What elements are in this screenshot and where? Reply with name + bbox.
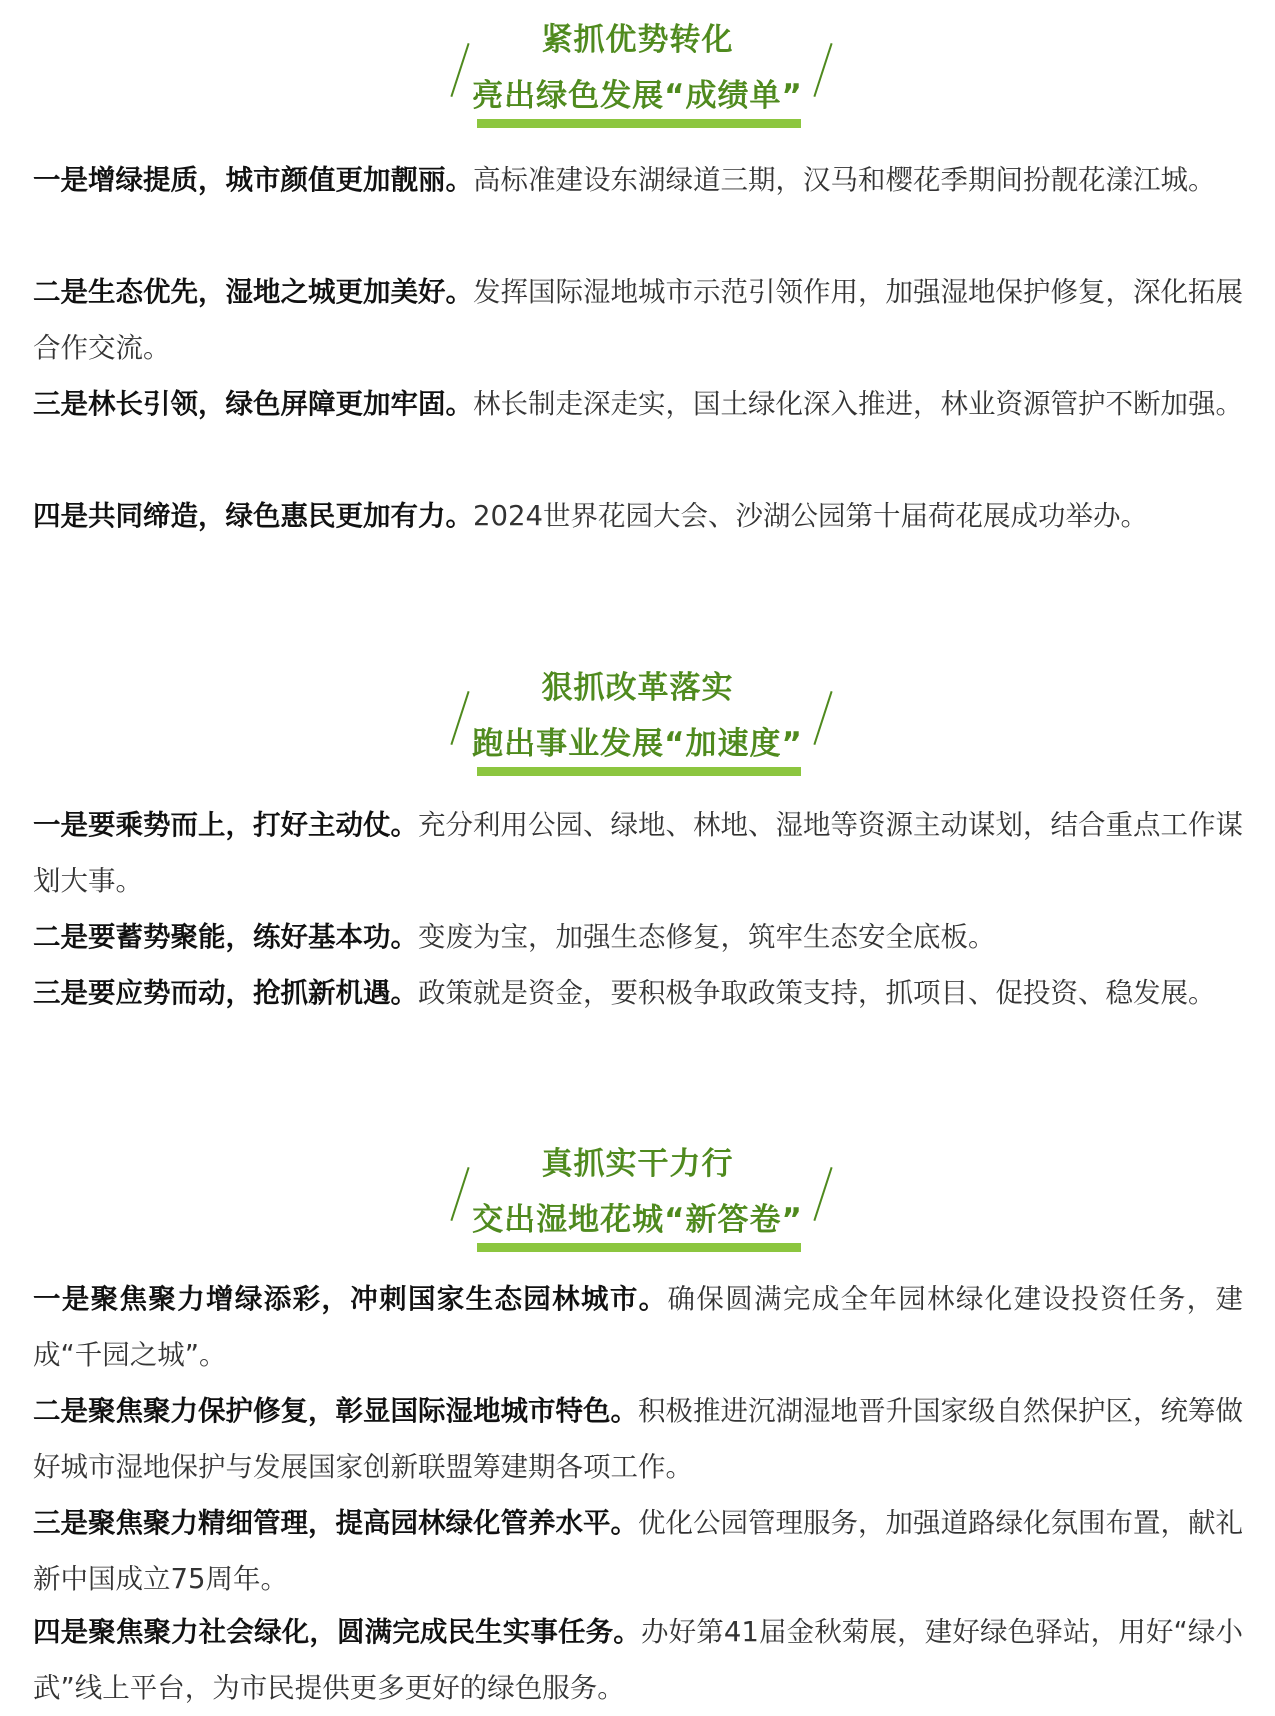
section-title-line1: 真抓实干力行 <box>541 1146 734 1182</box>
paragraph-text: 林长制走深走实，国土绿化深入推进，林业资源管护不断加强。 <box>473 388 1243 420</box>
paragraph-text: 高标准建设东湖绿道三期，汉马和樱花季期间扮靓花漾江城。 <box>473 164 1216 196</box>
heading-underline <box>477 119 801 128</box>
paragraph <box>33 1383 1243 1495</box>
heading-underline <box>477 767 801 776</box>
paragraph <box>33 909 1243 965</box>
paragraph-lead: 二是生态优先，湿地之城更加美好。 <box>33 276 473 308</box>
section-2-heading <box>0 648 1275 778</box>
paragraph-lead: 四是聚焦聚力社会绿化，圆满完成民生实事任务。 <box>33 1616 641 1648</box>
paragraph-lead: 一是聚焦聚力增绿添彩，冲刺国家生态园林城市。 <box>33 1283 668 1315</box>
paragraph <box>33 1271 1243 1383</box>
paragraph-text: 充分利用公园、绿地、林地、湿地等资源主动谋划，结合重点工作谋划大事。 <box>33 809 1243 897</box>
paragraph-lead: 二是聚焦聚力保护修复，彰显国际湿地城市特色。 <box>33 1395 638 1427</box>
paragraph-text: 政策就是资金，要积极争取政策支持，抓项目、促投资、稳发展。 <box>418 977 1216 1009</box>
paragraph-text: 变废为宝，加强生态修复，筑牢生态安全底板。 <box>418 921 996 953</box>
paragraph-text: 积极推进沉湖湿地晋升国家级自然保护区，统筹做好城市湿地保护与发展国家创新联盟筹建期各项工作。 <box>33 1395 1243 1483</box>
section-title-line2: 跑出事业发展“加速度” <box>472 726 803 762</box>
paragraph-lead: 三是林长引领，绿色屏障更加牢固。 <box>33 388 473 420</box>
paragraph-lead: 二是要蓄势聚能，练好基本功。 <box>33 921 418 953</box>
paragraph <box>33 1495 1243 1607</box>
heading-underline <box>477 1243 801 1252</box>
paragraph-text: 办好第41届金秋菊展，建好绿色驿站，用好“绿小武”线上平台，为市民提供更多更好的绿色服务。 <box>33 1616 1243 1704</box>
section-title-line2: 交出湿地花城“新答卷” <box>472 1202 803 1238</box>
section-title-line1: 狠抓改革落实 <box>541 670 734 706</box>
paragraph <box>33 965 1243 1021</box>
paragraph-text: 2024世界花园大会、沙湖公园第十届荷花展成功举办。 <box>473 500 1148 532</box>
paragraph-text: 优化公园管理服务，加强道路绿化氛围布置，献礼新中国成立75周年。 <box>33 1507 1243 1595</box>
section-title-line2: 亮出绿色发展“成绩单” <box>472 78 803 114</box>
paragraph-lead: 一是增绿提质，城市颜值更加靓丽。 <box>33 164 473 196</box>
paragraph <box>33 1604 1243 1716</box>
paragraph <box>33 152 1243 208</box>
paragraph <box>33 797 1243 909</box>
paragraph-lead: 四是共同缔造，绿色惠民更加有力。 <box>33 500 473 532</box>
section-3-heading <box>0 1124 1275 1254</box>
paragraph-text: 发挥国际湿地城市示范引领作用，加强湿地保护修复，深化拓展合作交流。 <box>33 276 1243 364</box>
section-1-heading <box>0 0 1275 130</box>
paragraph-text: 确保圆满完成全年园林绿化建设投资任务，建成“千园之城”。 <box>33 1283 1244 1371</box>
paragraph <box>33 264 1243 376</box>
paragraph <box>33 376 1243 432</box>
paragraph-lead: 三是聚焦聚力精细管理，提高园林绿化管养水平。 <box>33 1507 638 1539</box>
paragraph-lead: 三是要应势而动，抢抓新机遇。 <box>33 977 418 1009</box>
paragraph <box>33 488 1243 544</box>
paragraph-lead: 一是要乘势而上，打好主动仗。 <box>33 809 418 841</box>
section-title-line1: 紧抓优势转化 <box>541 22 734 58</box>
